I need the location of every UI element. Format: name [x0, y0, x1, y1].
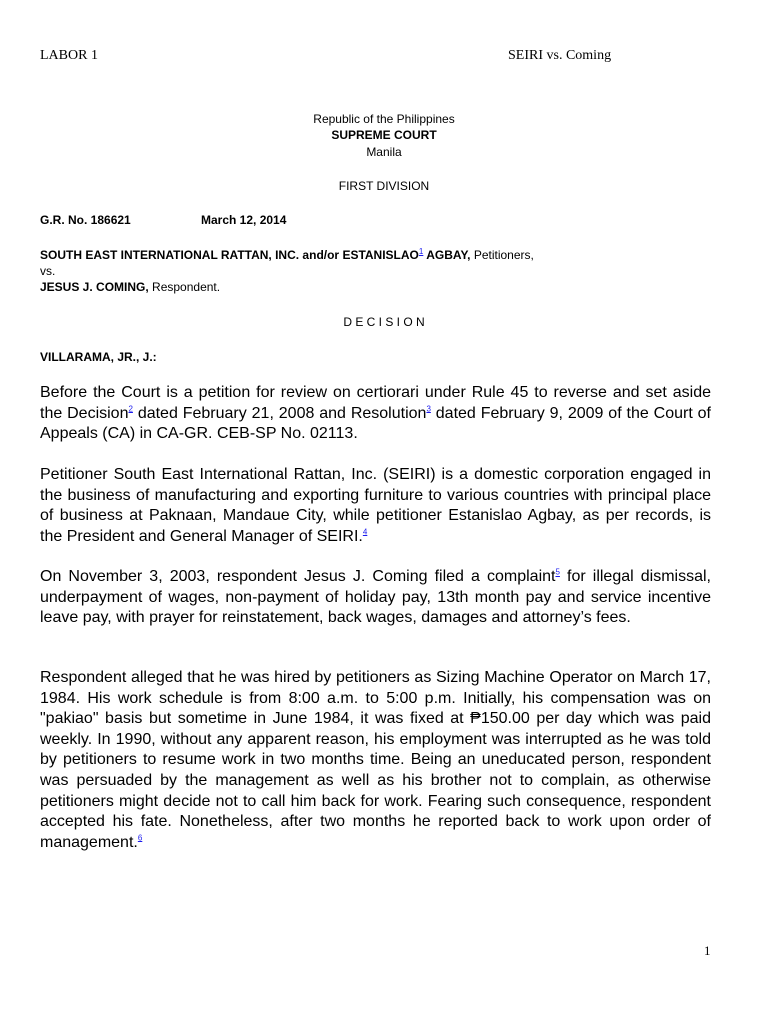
paragraph-2-text: Petitioner South East International Rattan, Inc. (SEIRI) is a domestic corporation engaged in the business of manufacturing and exporting furniture to various countries with principal place of business at Paknaan, Mandaue City, while petitioner Estanislao Agbay, as per records, is the President and General Manager of SEIRI.	[40, 466, 711, 545]
decision-title: D E C I S I O N	[343, 315, 425, 329]
paragraph-1-text-c: dated February 9, 2009 of the Court of Appeals (CA) in CA-GR. CEB-SP No. 02113.	[40, 404, 711, 443]
petitioners-line	[40, 248, 534, 262]
petitioners-name: SOUTH EAST INTERNATIONAL RATTAN, INC. and/or ESTANISLAO	[40, 248, 419, 262]
paragraph-4-text: Respondent alleged that he was hired by petitioners as Sizing Machine Operator on March 17, 1984. His work schedule is from 8:00 a.m. to 5:00 p.m. Initially, his compensation was on "pakiao" basis but sometime in June 1984, it was fixed at ₱150.00 per day which was paid weekly. In 1990, without any apparent reason, his employment was interrupted as he was told by petitioners to resume work in two months time. Being an uneducated person, respondent was persuaded by the management as well as his brother not to complain, as otherwise petitioners might decide not to call him back for work. Fearing such consequence, respondent accepted his fate. Nonetheless, after two months he reported back to work upon order of management.	[40, 669, 711, 851]
footnote-link-2[interactable]: 2	[128, 404, 133, 414]
footnote-link-6[interactable]: 6	[137, 833, 143, 843]
ponente: VILLARAMA, JR., J.:	[40, 350, 157, 364]
paragraph-3	[40, 567, 711, 629]
paragraph-1-text-b: dated February 21, 2008 and Resolution	[132, 404, 427, 422]
paragraph-3-text-b: for illegal dismissal, underpayment of wages, non-payment of holiday pay, 13th month pay and service incentive leave pay, with prayer for reinstatement, back wages, damages and attorney’s fees.	[40, 568, 711, 627]
case-date: March 12, 2014	[201, 213, 287, 227]
footnote-link-4[interactable]: 4	[362, 527, 368, 537]
versus: vs.	[40, 264, 56, 278]
division-name: FIRST DIVISION	[338, 179, 430, 193]
respondent-line	[40, 280, 220, 294]
paragraph-3-text-a: On November 3, 2003, respondent Jesus J. Coming filed a complaint	[40, 568, 556, 585]
republic-line: Republic of the Philippines	[313, 112, 455, 126]
page-header-right: SEIRI vs. Coming	[508, 48, 612, 63]
court-name: SUPREME COURT	[331, 128, 437, 142]
paragraph-4	[40, 668, 711, 853]
footnote-link-5[interactable]: 5	[555, 567, 560, 577]
respondent-role: Respondent.	[148, 280, 221, 294]
court-city: Manila	[366, 145, 402, 159]
page-number: 1	[704, 943, 711, 958]
petitioners-role: Petitioners,	[470, 248, 534, 262]
case-number: G.R. No. 186621	[40, 213, 131, 227]
paragraph-2	[40, 465, 711, 547]
paragraph-1-text-a: Before the Court is a petition for review on certiorari under Rule 45 to reverse and set aside the Decision	[40, 384, 711, 422]
petitioners-name-2: AGBAY,	[423, 248, 471, 262]
footnote-link-1[interactable]: 1	[418, 247, 424, 256]
page-header-left: LABOR 1	[40, 48, 98, 63]
paragraph-1	[40, 383, 711, 445]
footnote-link-3[interactable]: 3	[426, 404, 431, 414]
respondent-name: JESUS J. COMING,	[40, 280, 149, 294]
